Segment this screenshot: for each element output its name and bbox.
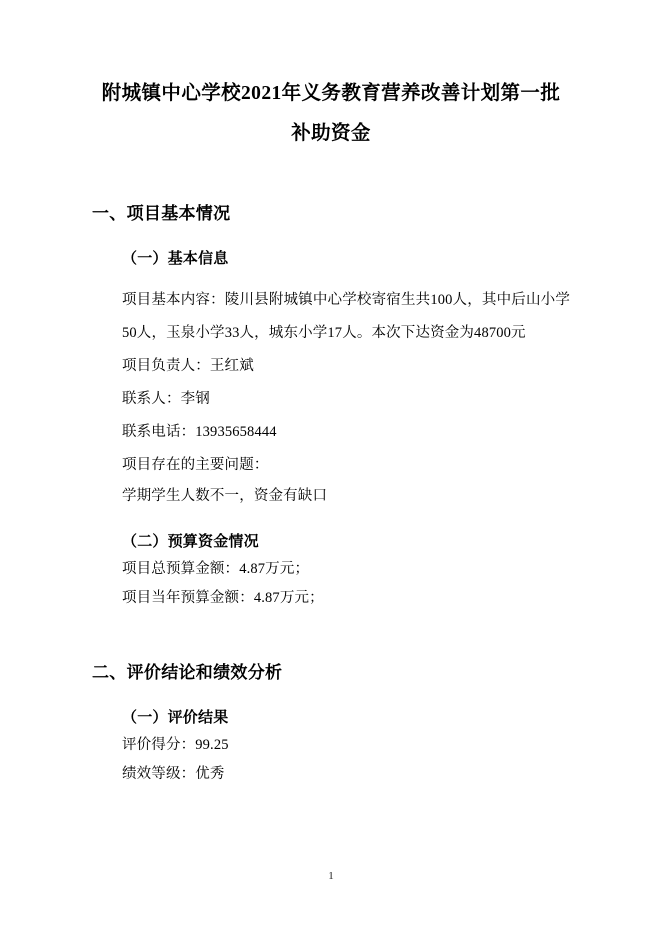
paragraph-performance-grade: 绩效等级：优秀 (122, 766, 225, 782)
paragraph-main-problems-text: 学期学生人数不一，资金有缺口 (122, 488, 328, 504)
paragraph-project-manager: 项目负责人：王红斌 (122, 358, 254, 374)
paragraph-current-year-budget: 项目当年预算金额：4.87万元； (122, 590, 324, 606)
subsection-heading-budget: （二）预算资金情况 (122, 534, 259, 550)
page-title: 附城镇中心学校2021年义务教育营养改善计划第一批补助资金 (101, 83, 561, 144)
page-number: 1 (328, 870, 334, 882)
paragraph-evaluation-score: 评价得分：99.25 (122, 737, 229, 753)
paragraph-total-budget: 项目总预算金额：4.87万元； (122, 561, 310, 577)
paragraph-main-problems-label: 项目存在的主要问题： (122, 457, 269, 473)
subsection-heading-evaluation-result: （一）评价结果 (122, 710, 229, 726)
section-heading-2: 二、评价结论和绩效分析 (92, 663, 283, 682)
section-heading-1: 一、项目基本情况 (92, 204, 231, 223)
paragraph-contact-person: 联系人：李钢 (122, 391, 210, 407)
paragraph-contact-phone: 联系电话：13935658444 (122, 424, 277, 440)
paragraph-project-content: 项目基本内容：陵川县附城镇中心学校寄宿生共100人，其中后山小学50人，玉泉小学33人，城东小学17人。本次下达资金为48700元 (122, 292, 570, 341)
subsection-heading-basic-info: （一）基本信息 (122, 251, 229, 267)
